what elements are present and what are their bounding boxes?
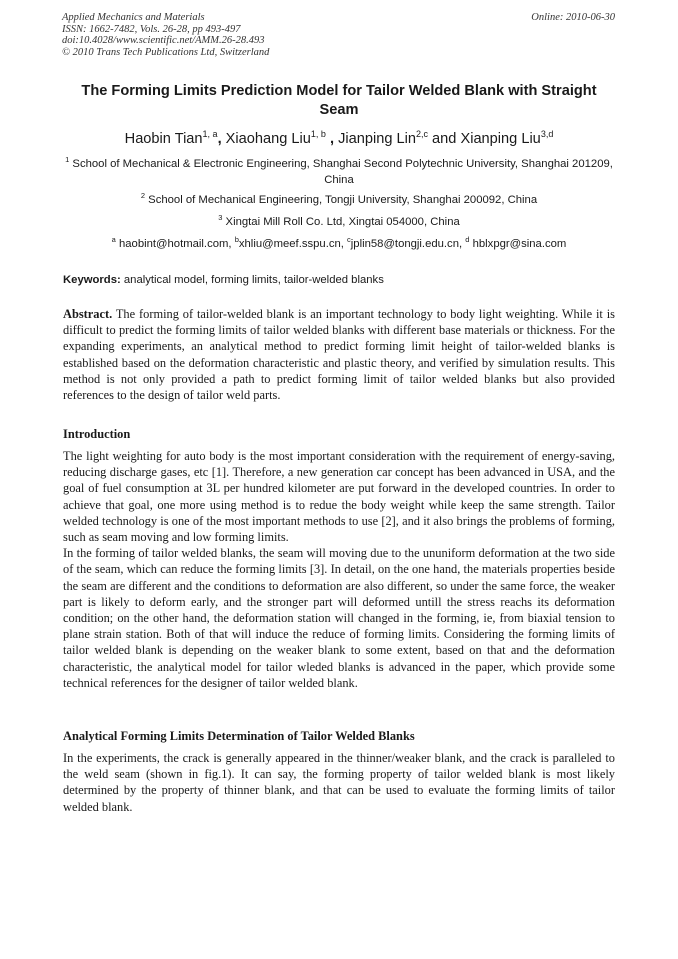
email-link: haobint@hotmail.com,	[118, 238, 235, 250]
author-name: Xianping Liu	[460, 131, 541, 147]
journal-header	[62, 12, 269, 58]
online-date: Online: 2010-06-30	[531, 12, 615, 23]
affiliation-text: Xingtai Mill Roll Co. Ltd, Xingtai 054000, China	[225, 216, 460, 228]
affiliation-3	[60, 214, 618, 230]
paper-title: The Forming Limits Prediction Model for Tailor Welded Blank with Straight Seam	[81, 83, 597, 118]
email-link: hblxpgr@sina.com	[472, 238, 567, 250]
abstract-label: Abstract.	[63, 307, 113, 321]
author-list	[40, 130, 638, 148]
author-name: Jianping Lin	[338, 131, 416, 147]
paragraph: In the forming of tailor welded blanks, the seam will moving due to the ununiform deformation at the two side of the seam, which can reduce the forming limits [3]. In detail, on the one hand, the materials properties beside the seam are different and the conditions to deformation are also different, so under the same force, the weaker part is likely to deform early, and the stronger part will deformed untill the stress reachs its deformation condition; on the other hand, the deformation station will changed in the forming, ie, from biaxial tension to plane strain station. Both of that will induce the reduce of forming limits. Considering the forming limits of tailor welded blank is depending on the weaker blank to some extent, based on that and the deformation characteristic, the analytical model for tailor wleded blanks is advanced in the paper, which provide some technical references for the designer of tailor welded blank.	[63, 546, 615, 690]
email-mark: d	[465, 235, 470, 244]
doi-line: doi:10.4028/www.scientific.net/AMM.26-28.493	[62, 35, 265, 46]
paragraph: The light weighting for auto body is the most important consideration with the requirement of energy-saving, reducing discharge gases, etc [1]. Therefore, a new generation car concept has been advanced in USA, and the goal of fuel consumption at 3L per hundred kilometer are put forward in the developed countries. In order to achieve that goal, one more using method is to redue the body weight while keep the same strength. Tailor welded technology is one of the most important methods to use [2], and it also brings the problems of forming, such as seam moving and low forming limits.	[63, 449, 615, 545]
issn-line: ISSN: 1662-7482, Vols. 26-28, pp 493-497	[62, 23, 241, 35]
author-name: Xiaohang Liu	[225, 131, 311, 147]
section-heading-introduction: Introduction	[63, 427, 131, 441]
affiliation-1	[60, 156, 618, 188]
email-list	[60, 236, 618, 252]
email-mark: a	[111, 235, 116, 244]
keywords-line	[63, 272, 615, 288]
affiliation-2	[60, 192, 618, 208]
affiliation-text: School of Mechanical Engineering, Tongji University, Shanghai 200092, China	[148, 194, 538, 206]
affiliation-mark: 2	[140, 191, 146, 200]
section-heading-analytical: Analytical Forming Limits Determination of Tailor Welded Blanks	[63, 729, 415, 743]
introduction-body	[63, 448, 615, 691]
author-separator: ,	[217, 131, 226, 147]
journal-name: Applied Mechanics and Materials	[62, 12, 205, 23]
copyright-line: © 2010 Trans Tech Publications Ltd, Switzerland	[62, 46, 270, 58]
author-affil-mark: 1, a	[202, 129, 218, 139]
author-affil-mark: 2,c	[415, 129, 428, 139]
author-separator: and	[428, 131, 461, 147]
author-affil-mark: 1, b	[310, 129, 326, 139]
affiliation-text: School of Mechanical & Electronic Engineering, Shanghai Second Polytechnic University, Shanghai 201209, China	[72, 158, 613, 186]
affiliation-mark: 1	[65, 155, 70, 164]
author-affil-mark: 3,d	[540, 129, 554, 139]
email-link: jplin58@tongji.edu.cn,	[350, 238, 466, 250]
affiliation-mark: 3	[218, 213, 223, 222]
abstract	[63, 306, 615, 403]
abstract-text: The forming of tailor-welded blank is an important technology to body light weighting. While it is difficult to predict the forming limits of tailor welded blanks with different base materials or thickness. For the expanding experiments, an analytical method to predict forming limit height of tailor-welded blanks is established based on the deformation characteristic and plastic theory, and verified by simulation results. This method is not only provided a path to predict forming limit of tailor welded blanks but also provided references to the design of tailor weld parts.	[63, 307, 615, 403]
author-separator: ,	[325, 131, 339, 147]
author-name: Haobin Tian	[124, 131, 203, 147]
email-link: xhliu@meef.sspu.cn,	[238, 238, 348, 250]
keywords-text: analytical model, forming limits, tailor-welded blanks	[120, 274, 384, 286]
analytical-body	[63, 750, 615, 815]
paragraph: In the experiments, the crack is generally appeared in the thinner/weaker blank, and the crack is paralleled to the weld seam (shown in fig.1). It can say, the forming property of tailor welded blank is most likely determined by the property of thinner blank, and that can be used to evaluate the forming limits of tailor welded blank.	[63, 751, 615, 814]
keywords-label: Keywords:	[63, 274, 121, 286]
email-mark: c	[347, 235, 351, 244]
email-mark: b	[234, 235, 239, 244]
